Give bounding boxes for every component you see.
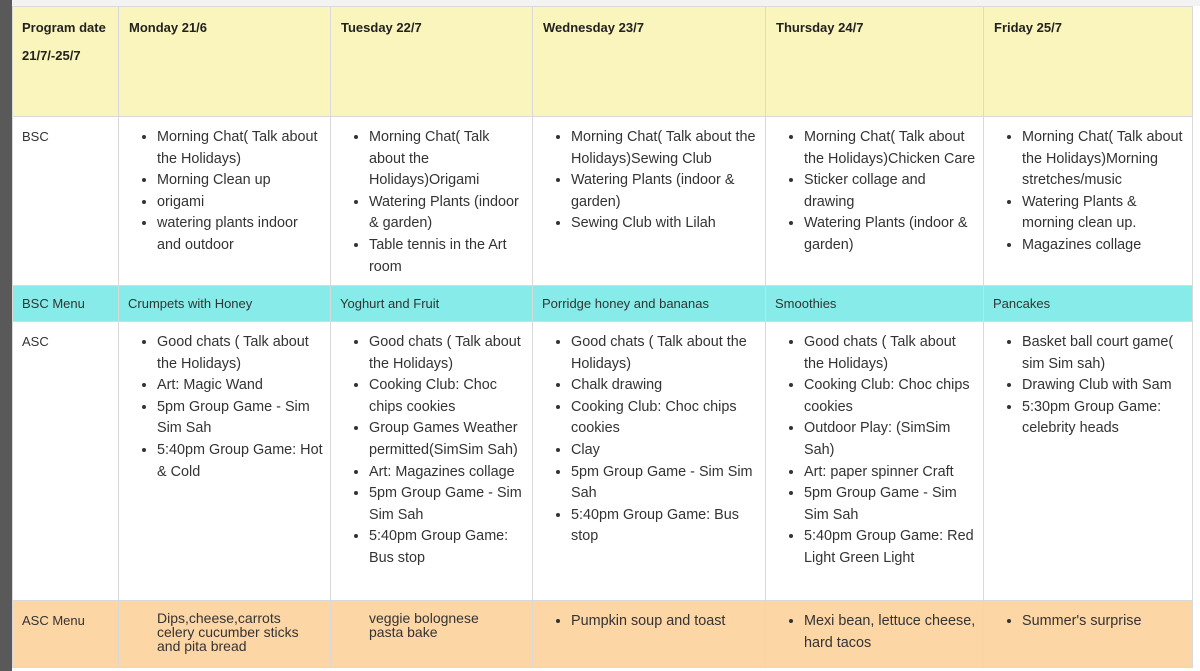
list-item: • Watering Plants (indoor & garden): [369, 192, 526, 235]
list-item: • Watering Plants (indoor & garden): [571, 170, 759, 213]
list-item: • Good chats ( Talk about the Holidays): [369, 332, 526, 375]
list-item: • watering plants indoor and outdoor: [157, 213, 324, 256]
activity-list: [984, 117, 1192, 257]
menu-item: Pancakes: [993, 296, 1051, 311]
list-item: • 5:40pm Group Game: Bus stop: [571, 505, 759, 548]
list-item: • Mexi bean, lettuce cheese, hard tacos: [804, 611, 977, 654]
list-item: • 5:40pm Group Game: Bus stop: [369, 526, 526, 569]
bsc-menu-cell: [533, 286, 766, 322]
menu-item: Porridge honey and bananas: [542, 296, 709, 311]
list-item: • Magazines collage: [1022, 235, 1186, 257]
day-header-wednesday: [533, 7, 766, 117]
activity-list: [766, 117, 983, 257]
row-label: ASC: [22, 334, 49, 349]
list-item: • Cooking Club: Choc chips cookies: [369, 375, 526, 418]
activity-list: [766, 322, 983, 570]
list-item: • 5:40pm Group Game: Red Light Green Light: [804, 526, 977, 569]
activity-list: [533, 322, 765, 548]
activity-list: [984, 322, 1192, 440]
list-item: • Group Games Weather permitted(SimSim Sah): [369, 418, 526, 461]
activity-list: [119, 117, 330, 257]
program-date-label: Program date: [22, 20, 106, 35]
bsc-cell: [533, 117, 766, 286]
day-label: Wednesday 23/7: [543, 20, 644, 35]
bsc-menu-cell: [331, 286, 533, 322]
row-label: ASC Menu: [22, 613, 85, 628]
list-item: • Drawing Club with Sam: [1022, 375, 1186, 397]
menu-item: Dips,cheese,carrots celery cucumber sticks and pita bread: [157, 610, 299, 654]
list-item: • Art: paper spinner Craft: [804, 462, 977, 484]
list-item: • 5pm Group Game - Sim Sim Sah: [571, 462, 759, 505]
list-item: • Art: Magazines collage: [369, 462, 526, 484]
list-item: • Art: Magic Wand: [157, 375, 324, 397]
day-label: Monday 21/6: [129, 20, 208, 35]
list-item: • Good chats ( Talk about the Holidays): [157, 332, 324, 375]
bsc-label-cell: [13, 117, 119, 286]
menu-list: [984, 601, 1192, 633]
asc-cell: [331, 322, 533, 601]
list-item: • Cooking Club: Choc chips cookies: [571, 397, 759, 440]
asc-menu-cell: [766, 601, 984, 668]
day-header-friday: [984, 7, 1193, 117]
menu-item: Crumpets with Honey: [128, 296, 253, 311]
list-item: • Morning Chat( Talk about the Holidays)Sewing Club: [571, 127, 759, 170]
asc-cell: [533, 322, 766, 601]
asc-menu-cell: [984, 601, 1193, 668]
left-edge: [0, 0, 12, 671]
asc-label-cell: [13, 322, 119, 601]
header-label-cell: [13, 7, 119, 117]
asc-cell: [766, 322, 984, 601]
bsc-menu-cell: [766, 286, 984, 322]
bsc-menu-row: [13, 286, 1193, 322]
day-label: Thursday 24/7: [776, 20, 864, 35]
list-item: • Chalk drawing: [571, 375, 759, 397]
list-item: • Good chats ( Talk about the Holidays): [571, 332, 759, 375]
row-label: BSC: [22, 129, 49, 144]
menu-item: veggie bolognese pasta bake: [369, 610, 479, 640]
program-table: [12, 6, 1193, 668]
bsc-cell: [984, 117, 1193, 286]
list-item: • Morning Chat( Talk about the Holidays)Morning stretches/music: [1022, 127, 1186, 192]
list-item: • Morning Chat( Talk about the Holidays)Origami: [369, 127, 526, 192]
day-label: Tuesday 22/7: [341, 20, 422, 35]
menu-item: Smoothies: [775, 296, 837, 311]
list-item: • Watering Plants (indoor & garden): [804, 213, 977, 256]
list-item: • Morning Chat( Talk about the Holidays): [157, 127, 324, 170]
list-item: • Watering Plants & morning clean up.: [1022, 192, 1186, 235]
menu-item: Yoghurt and Fruit: [340, 296, 440, 311]
menu-list: [533, 601, 765, 633]
bsc-menu-label-cell: [13, 286, 119, 322]
bsc-cell: [766, 117, 984, 286]
activity-list: [119, 322, 330, 483]
list-item: • Outdoor Play: (SimSim Sah): [804, 418, 977, 461]
menu-list: [766, 601, 983, 654]
activity-list: [331, 322, 532, 570]
asc-cell: [119, 322, 331, 601]
list-item: • Basket ball court game( sim Sim sah): [1022, 332, 1186, 375]
bsc-menu-cell: [119, 286, 331, 322]
day-header-tuesday: [331, 7, 533, 117]
list-item: • 5pm Group Game - Sim Sim Sah: [369, 483, 526, 526]
list-item: • Morning Clean up: [157, 170, 324, 192]
bsc-cell: [331, 117, 533, 286]
bsc-row: [13, 117, 1193, 286]
list-item: • 5:40pm Group Game: Hot & Cold: [157, 440, 324, 483]
list-item: • Summer's surprise: [1022, 611, 1186, 633]
asc-menu-cell: [119, 601, 331, 668]
asc-row: [13, 322, 1193, 601]
list-item: • Good chats ( Talk about the Holidays): [804, 332, 977, 375]
day-header-monday: [119, 7, 331, 117]
row-label: BSC Menu: [22, 296, 85, 311]
activity-list: [331, 117, 532, 278]
list-item: • Sewing Club with Lilah: [571, 213, 759, 235]
list-item: • origami: [157, 192, 324, 214]
date-range: 21/7/-25/7: [22, 48, 81, 63]
header-row: [13, 7, 1193, 117]
list-item: • Cooking Club: Choc chips cookies: [804, 375, 977, 418]
activity-list: [533, 117, 765, 235]
asc-menu-label-cell: [13, 601, 119, 668]
program-sheet: [12, 6, 1200, 671]
list-item: • Pumpkin soup and toast: [571, 611, 759, 633]
asc-menu-row: [13, 601, 1193, 668]
list-item: • 5pm Group Game - Sim Sim Sah: [804, 483, 977, 526]
day-label: Friday 25/7: [994, 20, 1062, 35]
day-header-thursday: [766, 7, 984, 117]
list-item: • Sticker collage and drawing: [804, 170, 977, 213]
list-item: • Table tennis in the Art room: [369, 235, 526, 278]
list-item: • Morning Chat( Talk about the Holidays)Chicken Care: [804, 127, 977, 170]
bsc-cell: [119, 117, 331, 286]
asc-menu-cell: [533, 601, 766, 668]
asc-menu-cell: [331, 601, 533, 668]
list-item: • Clay: [571, 440, 759, 462]
asc-cell: [984, 322, 1193, 601]
list-item: • 5:30pm Group Game: celebrity heads: [1022, 397, 1186, 440]
bsc-menu-cell: [984, 286, 1193, 322]
list-item: • 5pm Group Game - Sim Sim Sah: [157, 397, 324, 440]
